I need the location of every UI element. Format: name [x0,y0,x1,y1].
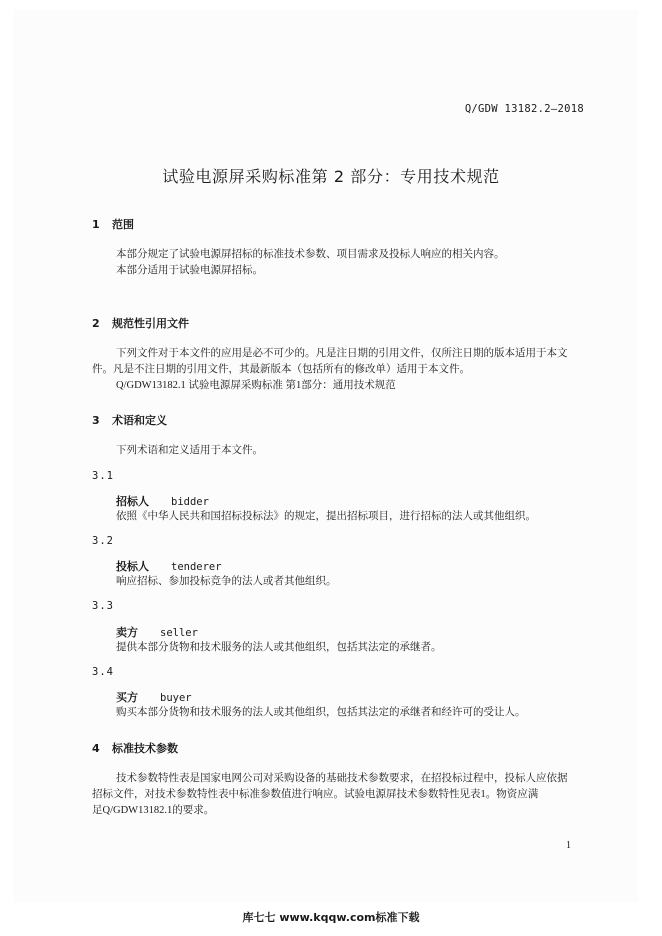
section-title: 规范性引用文件 [112,317,189,330]
term-heading [116,493,209,509]
section-title: 术语和定义 [112,414,167,427]
paragraph: 技术参数特性表是国家电网公司对采购设备的基础技术参数要求，在招投标过程中，投标人应依据 [116,773,568,784]
paragraph: 本部分规定了试验电源屏招标的标准技术参数、项目需求及投标人响应的相关内容。 [116,249,505,260]
paragraph: 足Q/GDW13182.1的要求。 [92,805,215,816]
term-heading [116,558,222,574]
term-en: tenderer [171,561,222,573]
term-definition: 响应招标、参加投标竞争的法人或者其他组织。 [116,576,337,587]
term-definition: 购买本部分货物和技术服务的法人或其他组织，包括其法定的承继者和经许可的受让人。 [116,707,526,718]
term-zh: 招标人 [116,495,149,508]
term-heading [116,689,192,705]
term-zh: 投标人 [116,560,149,573]
term-number: 3.3 [92,600,114,612]
section-number: 3 [92,414,100,427]
paragraph: 下列术语和定义适用于本文件。 [116,445,263,456]
term-heading [116,624,198,640]
section-number: 4 [92,742,100,755]
section-3-heading [92,412,167,428]
section-4-heading [92,740,178,756]
section-title: 标准技术参数 [112,742,178,755]
section-title: 范围 [112,218,134,231]
paragraph: 本部分适用于试验电源屏招标。 [116,265,263,276]
section-number: 1 [92,218,100,231]
term-en: seller [160,627,198,639]
term-definition: 提供本部分货物和技术服务的法人或其他组织，包括其法定的承继者。 [116,642,442,653]
term-number: 3.4 [92,666,114,678]
term-number: 3.2 [92,535,114,547]
document-title: 试验电源屏采购标准第 2 部分：专用技术规范 [162,167,500,186]
page-number: 1 [566,840,571,851]
term-en: buyer [160,692,192,704]
standard-code: Q/GDW 13182.2—2018 [464,103,584,115]
paragraph: 件。凡是不注日期的引用文件，其最新版本（包括所有的修改单）适用于本文件。 [92,364,470,375]
term-zh: 卖方 [116,626,138,639]
section-1-heading [92,216,134,232]
section-number: 2 [92,317,100,330]
section-2-heading [92,315,189,331]
term-number: 3.1 [92,470,114,482]
paragraph: 下列文件对于本文件的应用是必不可少的。凡是注日期的引用文件，仅所注日期的版本适用于本文 [116,348,568,359]
normative-reference: Q/GDW13182.1 试验电源屏采购标准 第1部分：通用技术规范 [116,380,396,391]
document-page [14,10,638,902]
term-en: bidder [171,496,209,508]
term-zh: 买方 [116,691,138,704]
footer-watermark: 库七七 www.kqqw.com标准下载 [242,911,420,924]
term-definition: 依照《中华人民共和国招标投标法》的规定，提出招标项目，进行招标的法人或其他组织。 [116,511,536,522]
paragraph: 招标文件，对技术参数特性表中标准参数值进行响应。试验电源屏技术参数特性见表1。物资应满 [92,789,539,800]
